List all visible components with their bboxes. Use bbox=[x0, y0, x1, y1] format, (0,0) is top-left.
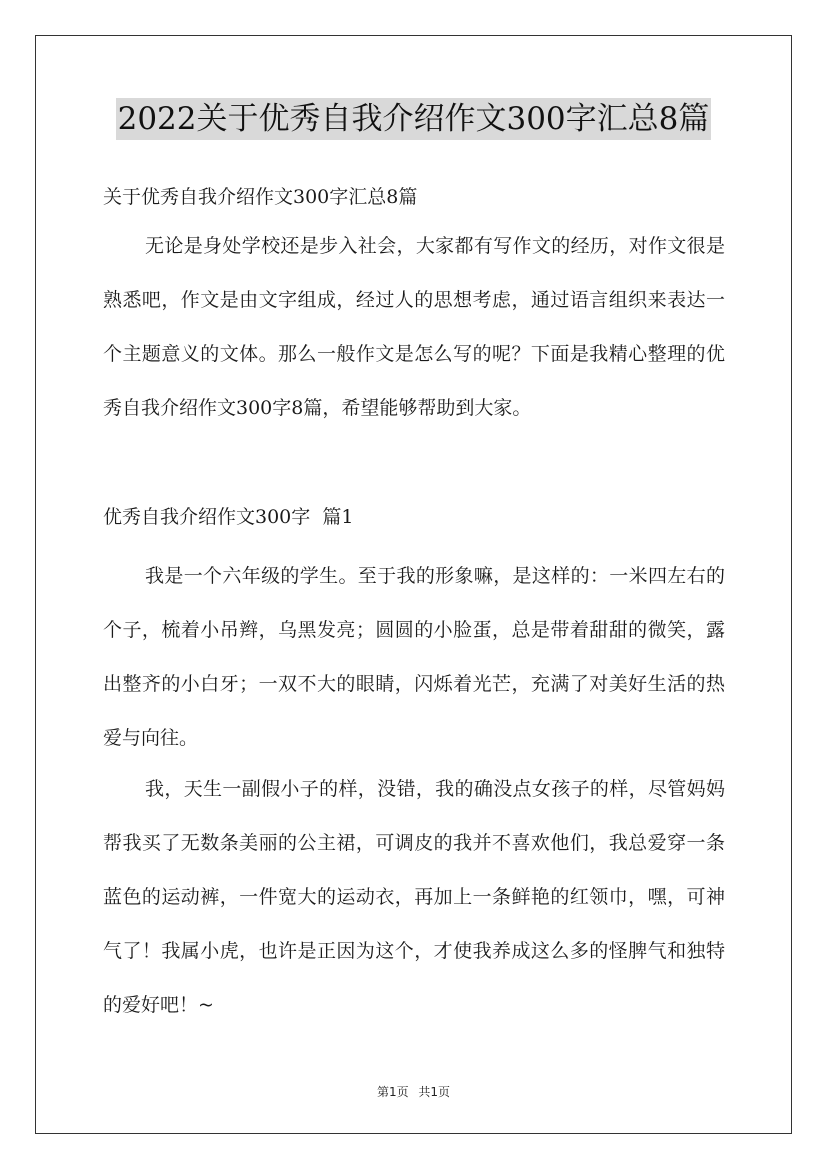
intro-text: 无论是身处学校还是步入社会，大家都有写作文的经历，对作文很是熟悉吧，作文是由文字组成，经过人的思想考虑，通过语言组织来表达一个主题意义的文体。那么一般作文是怎么写的呢？下面是我精心整理的优秀自我介绍作文300字8篇，希望能够帮助到大家。 bbox=[103, 235, 725, 419]
body-paragraph-2 bbox=[103, 762, 725, 1032]
page-footer bbox=[0, 1083, 827, 1100]
page-number-total: 共1页 bbox=[418, 1085, 451, 1099]
title-container bbox=[0, 98, 827, 140]
paragraph-text: 我是一个六年级的学生。至于我的形象嘛，是这样的：一米四左右的个子，梳着小吊辫，乌黑发亮；圆圆的小脸蛋，总是带着甜甜的微笑，露出整齐的小白牙；一双不大的眼睛，闪烁着光芒，充满了对美好生活的热爱与向往。 bbox=[103, 565, 725, 749]
section-heading-text: 优秀自我介绍作文300字 篇1 bbox=[103, 506, 354, 528]
body-paragraph-1 bbox=[103, 549, 725, 765]
section-heading bbox=[103, 490, 725, 544]
document-title: 2022关于优秀自我介绍作文300字汇总8篇 bbox=[116, 98, 712, 140]
page-number-current: 第1页 bbox=[376, 1085, 409, 1099]
paragraph-text: 我，天生一副假小子的样，没错，我的确没点女孩子的样，尽管妈妈帮我买了无数条美丽的公主裙，可调皮的我并不喜欢他们，我总爱穿一条蓝色的运动裤，一件宽大的运动衣，再加上一条鲜艳的红领巾，嘿，可神气了！我属小虎，也许是正因为这个，才使我养成这么多的怪脾气和独特的爱好吧！~ bbox=[103, 778, 725, 1016]
intro-paragraph bbox=[103, 219, 725, 435]
document-subtitle bbox=[103, 170, 725, 224]
subtitle-text: 关于优秀自我介绍作文300字汇总8篇 bbox=[103, 186, 418, 208]
